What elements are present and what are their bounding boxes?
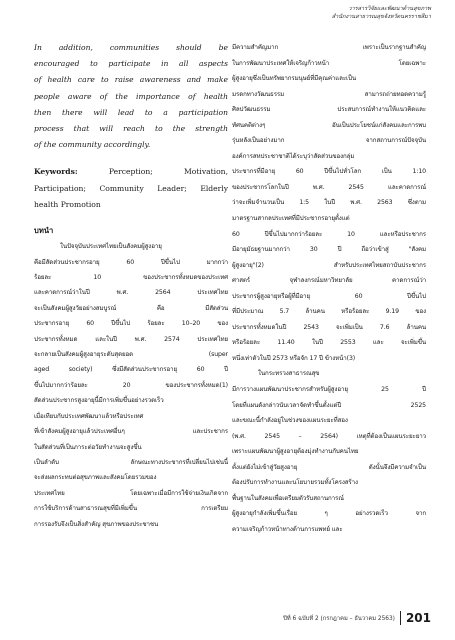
abstract-line: encouraged to participate in all aspects: [34, 59, 228, 69]
abstract-line: people aware of the importance of health: [34, 91, 228, 101]
body-line: ประชากรอายุ 60 ปีขึ้นไป ร้อยละ 10–20 ของ: [34, 320, 228, 328]
body-line: ขึ้นไปมากกว่าร้อยละ 20 ของประชากรทั้งหมด(1): [34, 381, 228, 389]
body-line: มีการวางแผนพัฒนาประชากรสำหรับผู้สูงอายุ 25 ปี: [232, 386, 426, 394]
body-line: มีอายุมัธยฐานมากกว่า 30 ปี ถือว่าเข้าสู่ "สังคม: [232, 246, 426, 254]
page-footer: [283, 611, 431, 625]
body-line: ประชากรทั้งหมดในปี 2543 จะเพิ่มเป็น 7.6 ล้านคน: [232, 323, 426, 331]
issue-info: ปีที่ 6 ฉบับที่ 2 (กรกฎาคม – ธันวาคม 2563): [283, 616, 395, 622]
abstract-line: of the community accordingly.: [34, 140, 151, 150]
body-line: มรดกทางวัฒนธรรม สามารถถ่ายทอดความรู้: [232, 90, 426, 98]
journal-publisher: สำนักงานสาธารณสุขจังหวัดนครราชสีมา: [331, 14, 431, 20]
body-line: จะกลายเป็นสังคมผู้สูงอายุระดับสุดยอด (super: [34, 351, 228, 359]
body-line: หรือร้อยละ 11.40 ในปี 2553 และ จะเพิ่มขึ้น: [232, 339, 426, 347]
journal-header: [191, 5, 431, 21]
body-line: ศิลปวัฒนธรรม ประสบการณ์ทำงานให้แนวคิดและ: [232, 106, 426, 114]
body-line: ว่าจะเพิ่มจำนวนเป็น 1:5 ในปี พ.ศ. 2563 ซึ่งตาม: [232, 199, 426, 207]
body-line: ทัศนคติต่างๆ อันเป็นประโยชน์แก่สังคมและการพบ: [232, 121, 426, 129]
body-line: พื้นฐานในสังคมเพื่อเตรียมตัวรับสถานการณ์: [232, 494, 344, 502]
abstract: [34, 40, 228, 153]
keywords-label: Keywords:: [34, 167, 78, 177]
body-line: การใช้บริการด้านสาธารณสุขที่มีเพิ่มขึ้น การเตรียม: [34, 505, 228, 513]
keywords: [34, 164, 228, 213]
body-line: ของประชากรโลกในปี พ.ศ. 2545 และคาดการณ์: [232, 183, 426, 191]
body-line: ผู้สูงอายุกำลังเพิ่มขึ้นเรื่อย ๆ อย่างรวดเร็ว จาก: [232, 510, 426, 518]
abstract-line: In addition, communities should be: [34, 43, 228, 52]
body-line: รุ่นหลังเป็นอย่างมาก จากสถานการณ์ปัจจุบัน: [232, 137, 426, 145]
body-line: ความเจริญก้าวหน้าทางด้านการแพทย์ และ: [232, 525, 343, 533]
body-line: มีความสำคัญมาก เพราะเป็นรากฐานสำคัญ: [232, 44, 426, 51]
body-line: ที่มีประมาณ 5.7 ล้านคน หรือร้อยละ 9.19 ของ: [232, 308, 426, 316]
body-line: aged society) ซึ่งมีสัดส่วนประชากรอายุ 60 ปี: [34, 366, 228, 374]
body-line: ประเทศไทย โดยเฉพาะเมื่อมีการใช้จ่ายเงินเกิดจาก: [34, 489, 228, 497]
body-line: ประชากรที่มีอายุ 60 ปีขึ้นไปทั่วโลก เป็น 1:10: [232, 168, 426, 176]
keywords-line: health Promotion: [34, 199, 101, 209]
body-line: ต้องปรับการทำงานและนโยบายรวมทั้งโครงสร้าง: [232, 479, 358, 487]
abstract-line: process that will reach to the strength: [34, 124, 228, 134]
body-line: ประชากรผู้สูงอายุหรือผู้ที่มีอายุ 60 ปีขึ้นไป: [232, 292, 426, 300]
body-line: องค์การสหประชาชาติได้ระบุว่าสัดส่วนของกลุ่ม: [232, 152, 355, 160]
body-line: เป็นลำดับ ลักษณะทางประชากรที่เปลี่ยนไปเช่นนี้: [34, 458, 228, 466]
body-line: คือมีสัดส่วนประชากรอายุ 60 ปีขึ้นไป มากกว่า: [34, 258, 228, 266]
body-line: ผู้สูงอายุซึ่งเป็นทรัพยากรมนุษย์ที่มีคุณค่าและเป็น: [232, 75, 357, 83]
body-line: โดยที่แผนดังกล่าวนับเวลาจัดทำขึ้นตั้งแต่ปี 2525: [232, 401, 426, 409]
body-line: ผู้สูงอายุ"(2) สำหรับประเทศไทยสถาบันประชากร: [232, 261, 426, 269]
body-line: ในสัดส่วนที่เป็นภาระต่อวัยทำงานจะสูงขึ้น: [34, 443, 142, 451]
body-line: เมื่อเทียบกับประเทศพัฒนาแล้วหรือประเทศ: [34, 412, 144, 420]
body-line: จะส่งผลกระทบต่อสุขภาพและสังคมโดยรวมของ: [34, 474, 157, 482]
body-text-left: [34, 239, 228, 532]
body-line: 60 ปีขึ้นไปมากกว่าร้อยละ 10 และหรือประชากร: [232, 230, 426, 238]
left-column: [34, 40, 228, 532]
body-line: ตั้งแต่ยังไม่เข้าสู่วัยสูงอายุ ดังนั้นจึงมีความจำเป็น: [232, 463, 426, 471]
body-line: ในการพัฒนาประเทศให้เจริญก้าวหน้า โดยเฉพาะ: [232, 59, 426, 67]
body-line: ในปัจจุบันประเทศไทยเป็นสังคมผู้สูงอายุ: [60, 243, 162, 251]
footer-divider: [400, 611, 401, 625]
abstract-line: of health care to raise awareness and make: [34, 75, 228, 85]
keywords-text: Perception; Motivation,: [77, 167, 228, 177]
section-title: บทนำ: [34, 226, 54, 236]
body-line: ในกระทรวงสาธารณสุข: [258, 370, 320, 378]
abstract-line: then there will lead to a participation: [34, 107, 228, 117]
journal-title: วารสารวิจัยและพัฒนาด้านสุขภาพ: [348, 6, 431, 12]
body-line: มาตรฐานสากลประเทศที่มีประชากรอายุตั้งแต่: [232, 215, 350, 223]
body-line: (พ.ศ. 2545 – 2564) เหตุที่ต้องเป็นแผนระยะยาว: [232, 432, 426, 440]
body-line: ศาสตร์ จุฬาลงกรณ์มหาวิทยาลัย คาดการณ์ว่า: [232, 277, 426, 285]
keywords-line: [34, 164, 228, 180]
body-line: การรองรับจึงเป็นสิ่งสำคัญ สุขภาพของประชาชน: [34, 520, 159, 528]
body-line: ที่เข้าสังคมผู้สูงอายุแล้วประเทศอื่นๆ และประชากร: [34, 428, 228, 436]
body-line: ร้อยละ 10 ของประชากรทั้งหมดของประเทศ: [34, 274, 228, 282]
body-line: สัดส่วนประชากรสูงอายุนี้มีการเพิ่มขึ้นอย่างรวดเร็ว: [34, 397, 164, 405]
body-line: ประชากรทั้งหมด และในปี พ.ศ. 2574 ประเทศไทย: [34, 335, 228, 343]
keywords-line: Participation; Community Leader; Elderly: [34, 183, 228, 193]
body-line: และขณะนี้กำลังอยู่ในช่วงของแผนระยะที่สอง: [232, 417, 348, 425]
body-line: หนึ่งเท่าตัวในปี 2573 หรือจัก 17 ปี ข้างหน้า(3): [232, 354, 356, 362]
body-line: จะเป็นสังคมผู้สูงวัยอย่างสมบูรณ์ คือ มีสัดส่วน: [34, 304, 228, 312]
page-number: 201: [405, 611, 431, 625]
body-line: และคาดการณ์ว่าในปี พ.ศ. 2564 ประเทศไทย: [34, 289, 228, 297]
body-line: เพราะแผนพัฒนาผู้สูงอายุต้องมุ่งทำงานกับคนไทย: [232, 448, 359, 456]
right-column: [232, 40, 426, 538]
